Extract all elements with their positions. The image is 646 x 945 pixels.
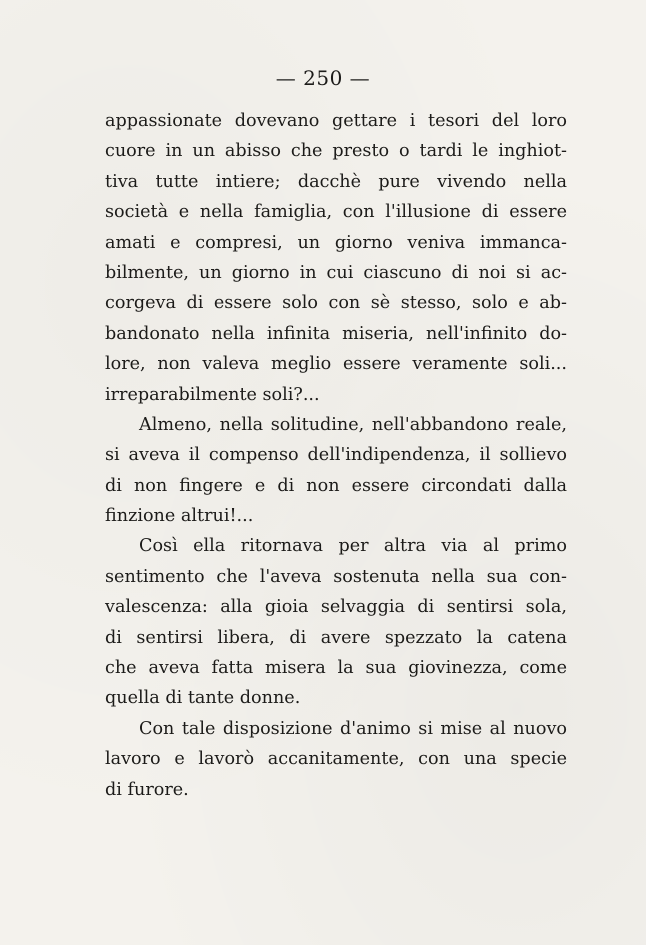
text-line: di furore. bbox=[105, 779, 189, 800]
text-line: di non fingere e di non essere circondati dalla bbox=[105, 475, 567, 496]
paragraph-first-line: Così ella ritornava per altra via al primo bbox=[139, 536, 567, 557]
body-text bbox=[105, 106, 567, 805]
text-line: lore, non valeva meglio essere veramente soli... bbox=[105, 354, 567, 375]
text-line: amati e compresi, un giorno veniva immanca- bbox=[105, 232, 567, 253]
text-line: corgeva di essere solo con sè stesso, solo e ab- bbox=[105, 293, 567, 314]
text-line: che aveva fatta misera la sua giovinezza, come bbox=[105, 658, 567, 679]
text-line: si aveva il compenso dell'indipendenza, il sollievo bbox=[105, 445, 567, 466]
text-line: quella di tante donne. bbox=[105, 688, 301, 709]
text-line: valescenza: alla gioia selvaggia di sentirsi sola, bbox=[105, 597, 567, 618]
text-line: irreparabilmente soli?... bbox=[105, 384, 320, 405]
text-line: sentimento che l'aveva sostenuta nella sua con- bbox=[105, 566, 567, 587]
text-line: cuore in un abisso che presto o tardi le inghiot- bbox=[105, 141, 567, 162]
text-line: tiva tutte intiere; dacchè pure vivendo nella bbox=[105, 171, 567, 192]
text-line: finzione altrui!... bbox=[105, 506, 254, 527]
text-line: appassionate dovevano gettare i tesori del loro bbox=[105, 111, 567, 131]
text-line: bilmente, un giorno in cui ciascuno di noi si ac- bbox=[105, 262, 567, 283]
paragraph-first-line: Con tale disposizione d'animo si mise al nuovo bbox=[139, 718, 567, 739]
page-number: — 250 — bbox=[275, 66, 371, 90]
paragraph-first-line: Almeno, nella solitudine, nell'abbandono reale, bbox=[139, 414, 567, 435]
text-line: bandonato nella infinita miseria, nell'infinito do- bbox=[105, 323, 567, 344]
text-line: società e nella famiglia, con l'illusione di essere bbox=[105, 202, 567, 223]
text-line: di sentirsi libera, di avere spezzato la catena bbox=[105, 627, 567, 648]
text-line: lavoro e lavorò accanitamente, con una specie bbox=[105, 749, 567, 770]
